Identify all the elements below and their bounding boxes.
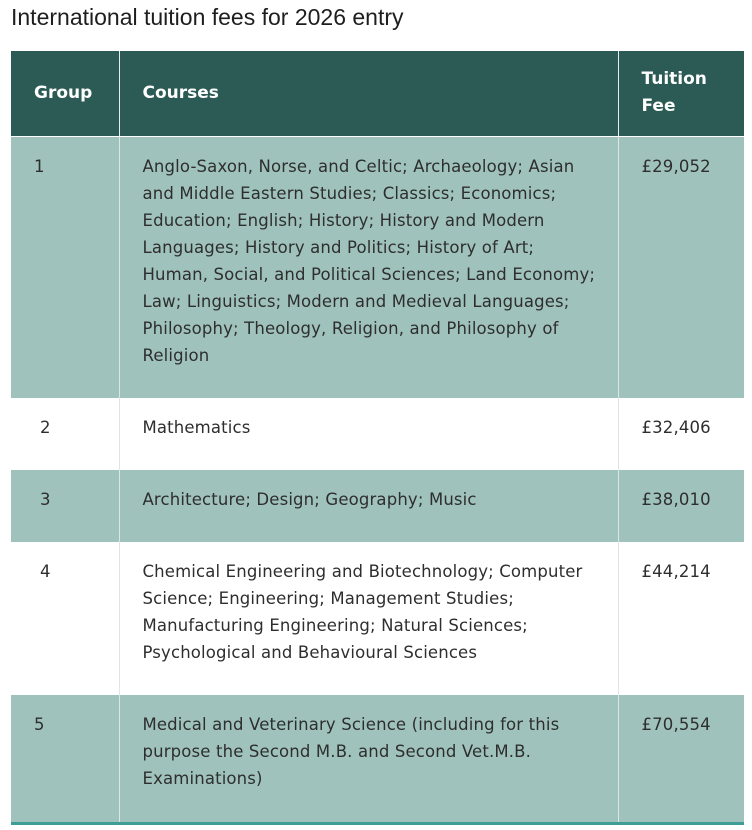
courses-list: Mathematics xyxy=(119,398,618,470)
table-row xyxy=(11,470,744,542)
tuition-fee: £44,214 xyxy=(618,542,744,695)
group-number: 4 xyxy=(11,542,119,695)
table-row xyxy=(11,136,744,398)
table-header xyxy=(11,51,744,136)
column-header-group: Group xyxy=(11,51,119,136)
column-header-tuition-fee: Tuition Fee xyxy=(618,51,744,136)
group-number: 2 xyxy=(11,398,119,470)
courses-list: Medical and Veterinary Science (including for this purpose the Second M.B. and Second Vet.M.B. Examinations) xyxy=(119,695,618,823)
header-row xyxy=(11,51,744,136)
tuition-fee: £32,406 xyxy=(618,398,744,470)
tuition-fee: £29,052 xyxy=(618,136,744,398)
table-row xyxy=(11,695,744,823)
page-title: International tuition fees for 2026 entry xyxy=(11,4,404,30)
column-header-courses: Courses xyxy=(119,51,618,136)
group-number: 3 xyxy=(11,470,119,542)
table-row xyxy=(11,398,744,470)
table-row xyxy=(11,542,744,695)
tuition-fee: £70,554 xyxy=(618,695,744,823)
courses-list: Chemical Engineering and Biotechnology; Computer Science; Engineering; Management Studies; Manufacturing Engineering; Natural Sciences; Psychological and Behavioural Sciences xyxy=(119,542,618,695)
group-number: 1 xyxy=(11,136,119,398)
group-number: 5 xyxy=(11,695,119,823)
tuition-fees-table xyxy=(11,51,744,825)
courses-list: Architecture; Design; Geography; Music xyxy=(119,470,618,542)
tuition-fee: £38,010 xyxy=(618,470,744,542)
table-body xyxy=(11,136,744,823)
courses-list: Anglo-Saxon, Norse, and Celtic; Archaeology; Asian and Middle Eastern Studies; Classics; Economics; Education; English; History; History and Modern Languages; History and Politics; History of Art; Human, Social, and Political Sciences; Land Economy; Law; Linguistics; Modern and Medieval Languages; Philosophy; Theology, Religion, and Philosophy of Religion xyxy=(119,136,618,398)
